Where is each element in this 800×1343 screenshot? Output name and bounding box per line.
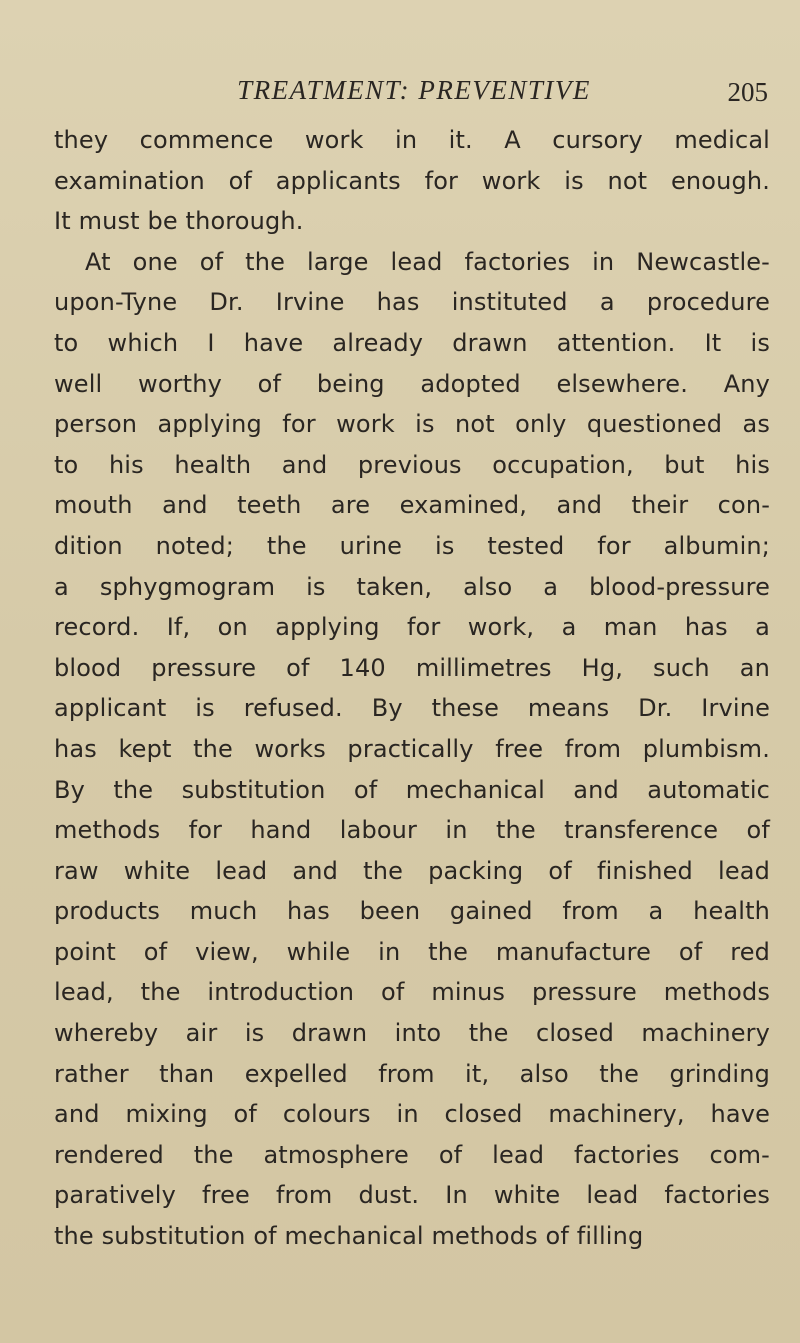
text-line: well worthy of being adopted elsewhere. Any [54,369,770,398]
text-line: methods for hand labour in the transference of [54,816,770,845]
text-line: By the substitution of mechanical and automatic [54,775,770,804]
text-line: paratively free from dust. In white lead factories [54,1181,770,1210]
text-line: products much has been gained from a health [54,897,770,926]
text-line: has kept the works practically free from plumbism. [54,734,770,763]
text-line: person applying for work is not only questioned as [54,410,770,439]
running-title: TREATMENT: PREVENTIVE [237,75,591,105]
text-line: It must be thorough. [54,207,304,236]
text-line: blood pressure of 140 millimetres Hg, such an [54,653,770,682]
text-line: to which I have already drawn attention. It is [54,328,770,357]
text-line: rendered the atmosphere of lead factories com- [54,1140,770,1169]
text-line: a sphygmogram is taken, also a blood-pressure [54,572,770,601]
text-line: mouth and teeth are examined, and their con- [54,491,770,520]
running-head [54,74,774,114]
page-number: 205 [727,77,768,107]
text-line: applicant is refused. By these means Dr. Irvine [54,694,770,723]
text-line: rather than expelled from it, also the grinding [54,1059,770,1088]
text-line: lead, the introduction of minus pressure methods [54,978,770,1007]
text-line: point of view, while in the manufacture of red [54,937,770,966]
text-line: the substitution of mechanical methods of filling [54,1222,644,1251]
body-text [54,120,770,1257]
text-line: to his health and previous occupation, but his [54,450,770,479]
text-line: upon-Tyne Dr. Irvine has instituted a procedure [54,288,770,317]
text-line: dition noted; the urine is tested for albumin; [54,531,770,560]
text-line: they commence work in it. A cursory medical [54,126,770,154]
text-line: At one of the large lead factories in Newcastle- [85,247,770,276]
text-line: examination of applicants for work is not enough. [54,166,770,195]
text-line: record. If, on applying for work, a man has a [54,613,770,642]
text-line: and mixing of colours in closed machinery, have [54,1100,770,1129]
text-line: whereby air is drawn into the closed machinery [54,1019,770,1048]
text-line: raw white lead and the packing of finished lead [54,856,770,885]
